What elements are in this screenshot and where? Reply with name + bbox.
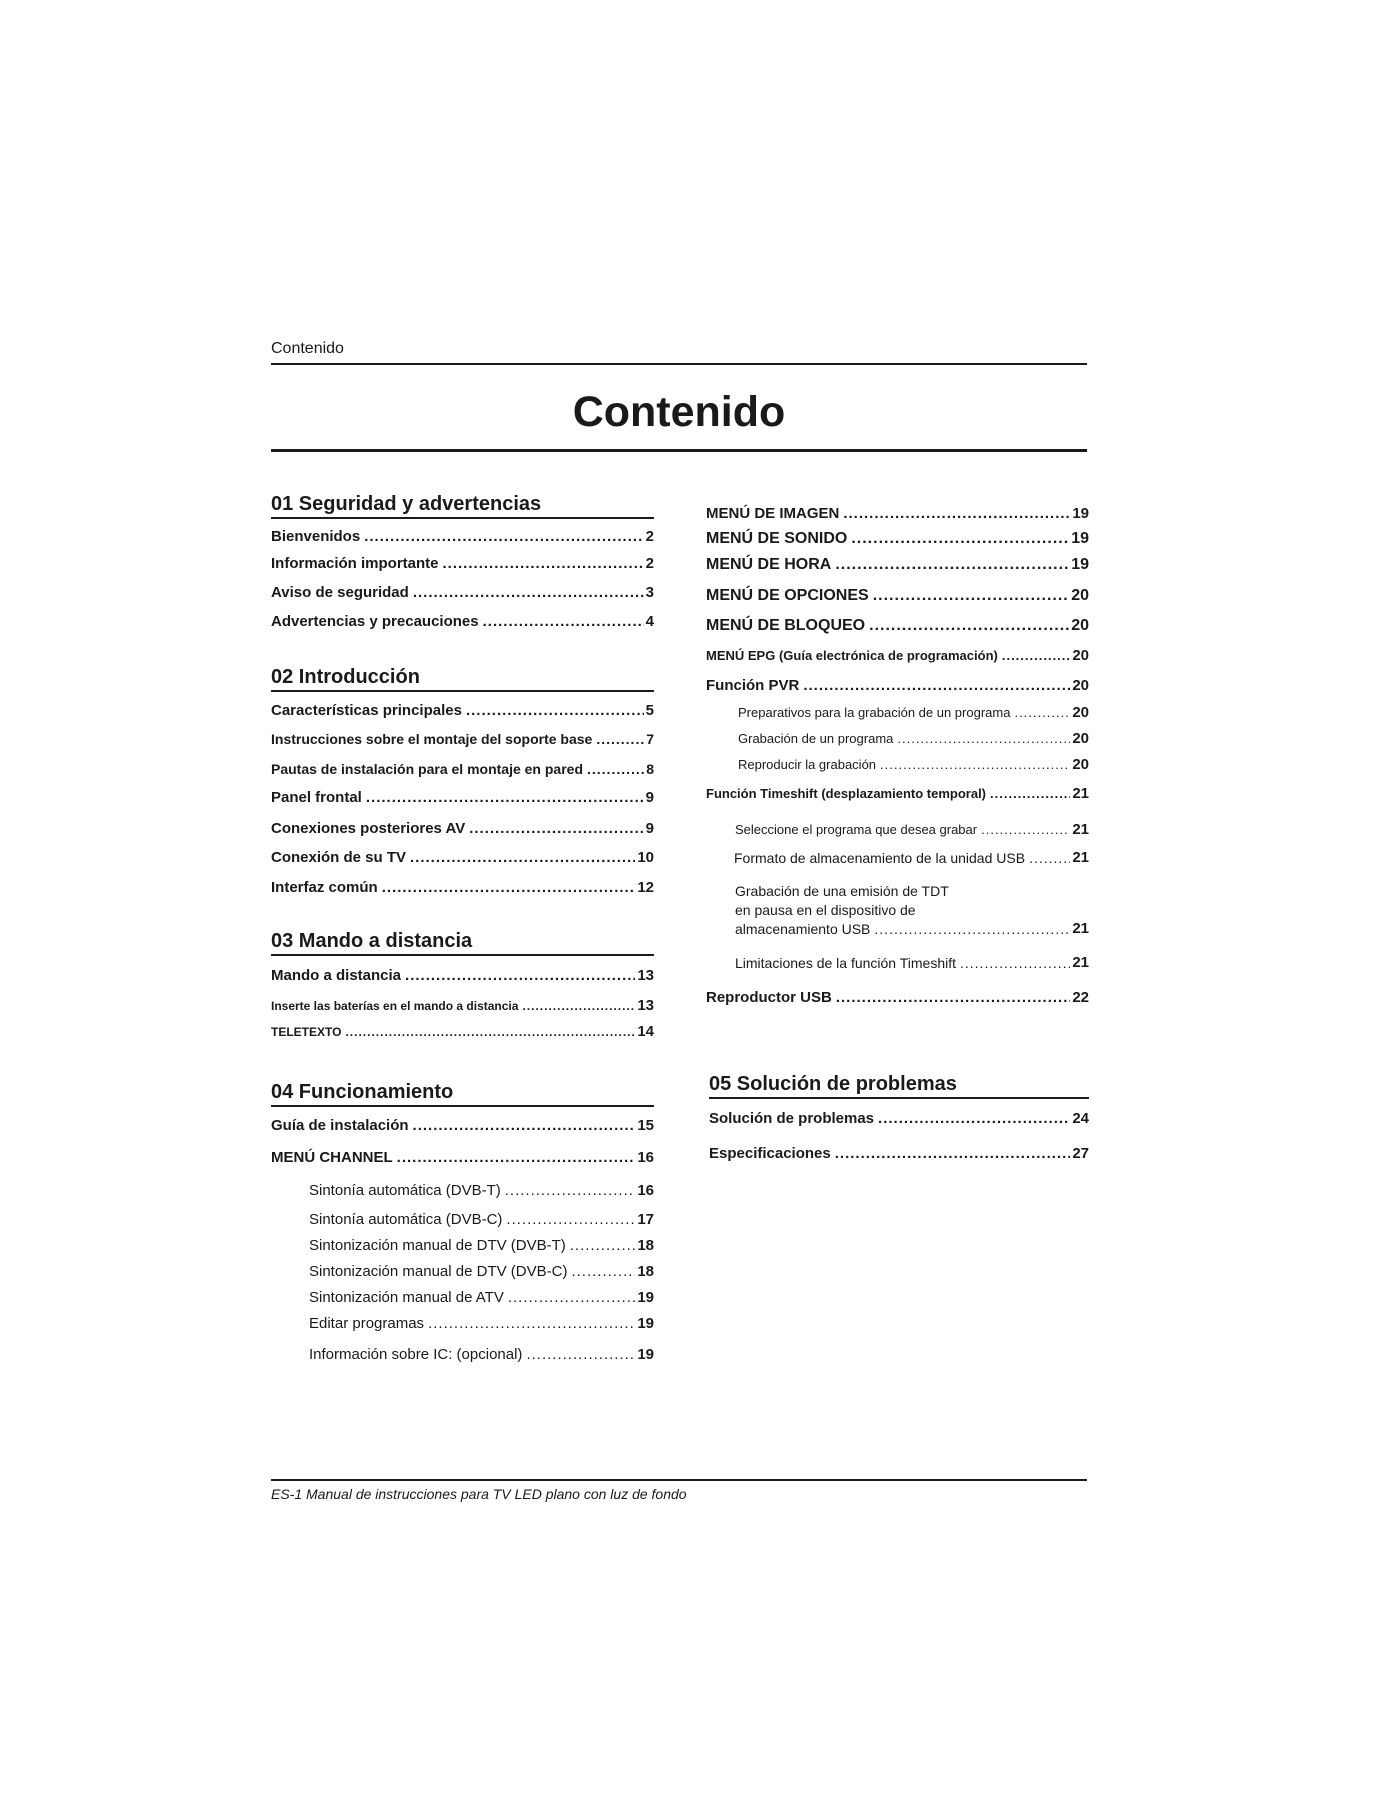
section-04 bbox=[271, 1081, 654, 1107]
leader-dots bbox=[836, 989, 1070, 1007]
leader-dots bbox=[366, 789, 644, 807]
toc-entry-page: 20 bbox=[1072, 704, 1089, 721]
toc-entry-page: 7 bbox=[646, 731, 654, 747]
toc-entry-page: 19 bbox=[1071, 556, 1089, 573]
toc-entry[interactable] bbox=[271, 702, 654, 720]
toc-entry-label: Sintonización manual de DTV (DVB-T) bbox=[309, 1237, 566, 1254]
toc-entry[interactable] bbox=[271, 997, 654, 1015]
toc-subentry[interactable] bbox=[735, 920, 1089, 938]
toc-entry-page: 13 bbox=[637, 967, 654, 984]
toc-entry-label: Información sobre IC: (opcional) bbox=[309, 1346, 523, 1363]
leader-dots bbox=[960, 954, 1070, 972]
toc-entry-page: 9 bbox=[645, 820, 654, 837]
leader-dots bbox=[443, 555, 644, 573]
section-03 bbox=[271, 930, 654, 956]
toc-entry-label: Bienvenidos bbox=[271, 528, 361, 545]
right-column bbox=[706, 0, 1089, 1812]
toc-entry-page: 16 bbox=[637, 1182, 654, 1199]
leader-dots bbox=[405, 967, 635, 985]
leader-dots bbox=[1002, 647, 1070, 665]
toc-entry[interactable] bbox=[706, 785, 1089, 803]
toc-entry-page: 10 bbox=[637, 849, 654, 866]
leader-dots bbox=[469, 820, 643, 838]
toc-subentry[interactable] bbox=[309, 1211, 654, 1229]
toc-entry[interactable] bbox=[271, 967, 654, 985]
toc-entry[interactable] bbox=[709, 1145, 1089, 1163]
toc-entry-page: 19 bbox=[637, 1346, 654, 1363]
toc-entry-label: Información importante bbox=[271, 555, 439, 572]
section-title: 01 Seguridad y advertencias bbox=[271, 493, 654, 519]
toc-entry[interactable] bbox=[706, 505, 1089, 523]
leader-dots bbox=[1014, 704, 1070, 722]
leader-dots bbox=[843, 505, 1070, 523]
leader-dots bbox=[522, 997, 635, 1015]
leader-dots bbox=[803, 677, 1070, 695]
toc-entry-page: 19 bbox=[1072, 505, 1089, 522]
toc-entry[interactable] bbox=[706, 556, 1089, 574]
leader-dots bbox=[466, 702, 644, 720]
toc-subentry[interactable] bbox=[309, 1182, 654, 1200]
leader-dots bbox=[505, 1182, 636, 1200]
toc-entry-page: 27 bbox=[1072, 1145, 1089, 1162]
toc-entry-label: Características principales bbox=[271, 702, 462, 719]
leader-dots bbox=[410, 849, 635, 867]
toc-entry-label: Solución de problemas bbox=[709, 1110, 875, 1127]
toc-entry-page: 20 bbox=[1072, 677, 1089, 694]
toc-subentry[interactable] bbox=[309, 1237, 654, 1255]
toc-entry[interactable] bbox=[706, 617, 1089, 635]
toc-entry-page: 20 bbox=[1072, 756, 1089, 773]
leader-dots bbox=[508, 1289, 635, 1307]
footer-rule bbox=[271, 1479, 1087, 1481]
leader-dots bbox=[873, 587, 1070, 605]
toc-entry-label: Interfaz común bbox=[271, 879, 378, 896]
toc-entry-label: Sintonía automática (DVB-C) bbox=[309, 1211, 503, 1228]
toc-entry-page: 16 bbox=[637, 1149, 654, 1166]
leader-dots bbox=[428, 1315, 635, 1333]
leader-dots bbox=[851, 530, 1069, 548]
leader-dots bbox=[1029, 849, 1070, 867]
leader-dots bbox=[571, 1263, 635, 1281]
leader-dots bbox=[981, 821, 1070, 839]
page-title: Contenido bbox=[572, 388, 786, 436]
toc-entry-label: Sintonización manual de DTV (DVB-C) bbox=[309, 1263, 568, 1280]
toc-entry-page: 15 bbox=[637, 1117, 654, 1134]
toc-entry-page: 20 bbox=[1071, 587, 1089, 604]
toc-entry-label: MENÚ CHANNEL bbox=[271, 1149, 393, 1166]
toc-subentry[interactable] bbox=[735, 954, 1089, 972]
toc-entry[interactable] bbox=[271, 849, 654, 867]
leader-dots bbox=[874, 920, 1070, 938]
toc-entry-page: 18 bbox=[637, 1263, 654, 1280]
section-05 bbox=[709, 1073, 1089, 1099]
toc-entry-label: Preparativos para la grabación de un programa bbox=[738, 705, 1011, 720]
toc-entry[interactable] bbox=[706, 677, 1089, 695]
leader-dots bbox=[526, 1346, 635, 1364]
leader-dots bbox=[364, 528, 643, 546]
toc-entry-page: 5 bbox=[645, 702, 654, 719]
toc-entry-page: 3 bbox=[645, 584, 654, 601]
toc-entry[interactable] bbox=[706, 647, 1089, 665]
leader-dots bbox=[587, 760, 644, 778]
toc-entry-page: 21 bbox=[1072, 821, 1089, 838]
toc-entry[interactable] bbox=[271, 820, 654, 838]
toc-entry-page: 13 bbox=[637, 997, 654, 1014]
leader-dots bbox=[506, 1211, 635, 1229]
leader-dots bbox=[878, 1110, 1070, 1128]
left-column bbox=[271, 0, 654, 1812]
toc-entry-label: Función PVR bbox=[706, 677, 800, 694]
toc-entry-label: Formato de almacenamiento de la unidad USB bbox=[734, 850, 1026, 866]
toc-entry-label: MENÚ DE BLOQUEO bbox=[706, 617, 866, 634]
toc-entry-page: 20 bbox=[1072, 647, 1089, 664]
toc-entry-line: en pausa en el dispositivo de bbox=[735, 902, 916, 918]
toc-subentry[interactable] bbox=[738, 756, 1089, 774]
toc-entry-label: Sintonía automática (DVB-T) bbox=[309, 1182, 501, 1199]
toc-subentry[interactable] bbox=[734, 849, 1089, 867]
toc-entry[interactable] bbox=[271, 760, 654, 778]
toc-entry-page: 18 bbox=[637, 1237, 654, 1254]
leader-dots bbox=[897, 730, 1070, 748]
toc-entry-label: Grabación de un programa bbox=[738, 731, 894, 746]
section-title: 04 Funcionamiento bbox=[271, 1081, 654, 1107]
toc-entry-label: Sintonización manual de ATV bbox=[309, 1289, 504, 1306]
section-title: 03 Mando a distancia bbox=[271, 930, 654, 956]
leader-dots bbox=[483, 613, 644, 631]
footer-text: ES-1 Manual de instrucciones para TV LED plano con luz de fondo bbox=[271, 1486, 687, 1502]
leader-dots bbox=[596, 730, 644, 748]
leader-dots bbox=[869, 617, 1069, 635]
leader-dots bbox=[990, 785, 1070, 803]
toc-subentry[interactable] bbox=[309, 1315, 654, 1333]
toc-entry-label: Panel frontal bbox=[271, 789, 362, 806]
toc-entry-label: Seleccione el programa que desea grabar bbox=[735, 822, 978, 837]
toc-entry-page: 20 bbox=[1072, 730, 1089, 747]
toc-entry-page: 21 bbox=[1072, 849, 1089, 866]
toc-entry-page: 17 bbox=[637, 1211, 654, 1228]
toc-subentry[interactable] bbox=[309, 1263, 654, 1281]
page-header-label: Contenido bbox=[271, 340, 344, 357]
leader-dots bbox=[570, 1237, 636, 1255]
toc-entry-label: Instrucciones sobre el montaje del soporte base bbox=[271, 731, 593, 747]
toc-subentry[interactable] bbox=[735, 821, 1089, 839]
toc-entry-label: Especificaciones bbox=[709, 1145, 831, 1162]
toc-entry-page: 21 bbox=[1072, 920, 1089, 937]
toc-entry-page: 24 bbox=[1072, 1110, 1089, 1127]
toc-entry[interactable] bbox=[706, 530, 1089, 548]
section-title: 05 Solución de problemas bbox=[709, 1073, 1089, 1099]
leader-dots bbox=[345, 1023, 635, 1041]
toc-entry[interactable] bbox=[706, 989, 1089, 1007]
toc-entry-label: MENÚ DE SONIDO bbox=[706, 530, 848, 547]
toc-entry-page: 20 bbox=[1071, 617, 1089, 634]
toc-entry-page: 2 bbox=[645, 555, 654, 572]
toc-entry[interactable] bbox=[271, 584, 654, 602]
toc-entry-page: 14 bbox=[637, 1023, 654, 1040]
toc-entry-page: 2 bbox=[645, 528, 654, 545]
toc-entry-page: 22 bbox=[1072, 989, 1089, 1006]
toc-entry[interactable] bbox=[271, 1023, 654, 1041]
toc-entry-page: 21 bbox=[1072, 954, 1089, 971]
leader-dots bbox=[413, 584, 644, 602]
toc-entry-label: Inserte las baterías en el mando a distancia bbox=[271, 999, 519, 1013]
toc-entry[interactable] bbox=[271, 555, 654, 573]
toc-entry-label: Conexión de su TV bbox=[271, 849, 407, 866]
toc-entry[interactable] bbox=[271, 613, 654, 631]
toc-entry-page: 21 bbox=[1072, 785, 1089, 802]
leader-dots bbox=[880, 756, 1070, 774]
leader-dots bbox=[413, 1117, 636, 1135]
toc-entry-label: Limitaciones de la función Timeshift bbox=[735, 955, 956, 971]
leader-dots bbox=[835, 556, 1069, 574]
toc-entry-label: MENÚ DE HORA bbox=[706, 556, 832, 573]
section-01 bbox=[271, 493, 654, 519]
toc-entry-page: 19 bbox=[1071, 530, 1089, 547]
section-02 bbox=[271, 666, 654, 692]
toc-entry-page: 19 bbox=[637, 1289, 654, 1306]
leader-dots bbox=[835, 1145, 1071, 1163]
toc-entry[interactable] bbox=[706, 587, 1089, 605]
toc-entry[interactable] bbox=[271, 730, 654, 748]
leader-dots bbox=[382, 879, 636, 897]
toc-entry-label: MENÚ DE IMAGEN bbox=[706, 505, 840, 522]
toc-subentry[interactable] bbox=[309, 1289, 654, 1307]
toc-entry-page: 12 bbox=[637, 879, 654, 896]
toc-entry-label: Advertencias y precauciones bbox=[271, 613, 479, 630]
toc-entry-page: 19 bbox=[637, 1315, 654, 1332]
toc-entry-label: Conexiones posteriores AV bbox=[271, 820, 466, 837]
toc-subentry[interactable] bbox=[738, 730, 1089, 748]
toc-entry-page: 8 bbox=[646, 761, 654, 777]
toc-entry-label: Mando a distancia bbox=[271, 967, 402, 984]
toc-entry-line: Grabación de una emisión de TDT bbox=[735, 883, 949, 899]
toc-entry-page: 9 bbox=[645, 789, 654, 806]
toc-entry[interactable] bbox=[271, 1149, 654, 1167]
toc-subentry[interactable] bbox=[738, 704, 1089, 722]
toc-subentry-multiline[interactable] bbox=[735, 882, 1089, 920]
toc-entry-label: Guía de instalación bbox=[271, 1117, 409, 1134]
toc-entry-label: MENÚ EPG (Guía electrónica de programación) bbox=[706, 648, 998, 663]
toc-entry[interactable] bbox=[271, 879, 654, 897]
toc-entry-label: Reproducir la grabación bbox=[738, 757, 877, 772]
toc-entry-label: Pautas de instalación para el montaje en pared bbox=[271, 761, 583, 777]
toc-entry[interactable] bbox=[271, 1117, 654, 1135]
toc-entry-label: Reproductor USB bbox=[706, 989, 832, 1006]
toc-entry[interactable] bbox=[709, 1110, 1089, 1128]
toc-entry[interactable] bbox=[271, 528, 654, 546]
section-title: 02 Introducción bbox=[271, 666, 654, 692]
toc-entry-label: Aviso de seguridad bbox=[271, 584, 409, 601]
toc-entry-label: Función Timeshift (desplazamiento temporal) bbox=[706, 786, 987, 801]
toc-entry-label: MENÚ DE OPCIONES bbox=[706, 587, 869, 604]
toc-entry[interactable] bbox=[271, 789, 654, 807]
toc-subentry[interactable] bbox=[309, 1346, 654, 1364]
toc-entry-label: Editar programas bbox=[309, 1315, 425, 1332]
toc-entry-label: almacenamiento USB bbox=[735, 921, 871, 937]
toc-entry-label: TELETEXTO bbox=[271, 1025, 342, 1039]
leader-dots bbox=[397, 1149, 636, 1167]
toc-entry-page: 4 bbox=[645, 613, 654, 630]
